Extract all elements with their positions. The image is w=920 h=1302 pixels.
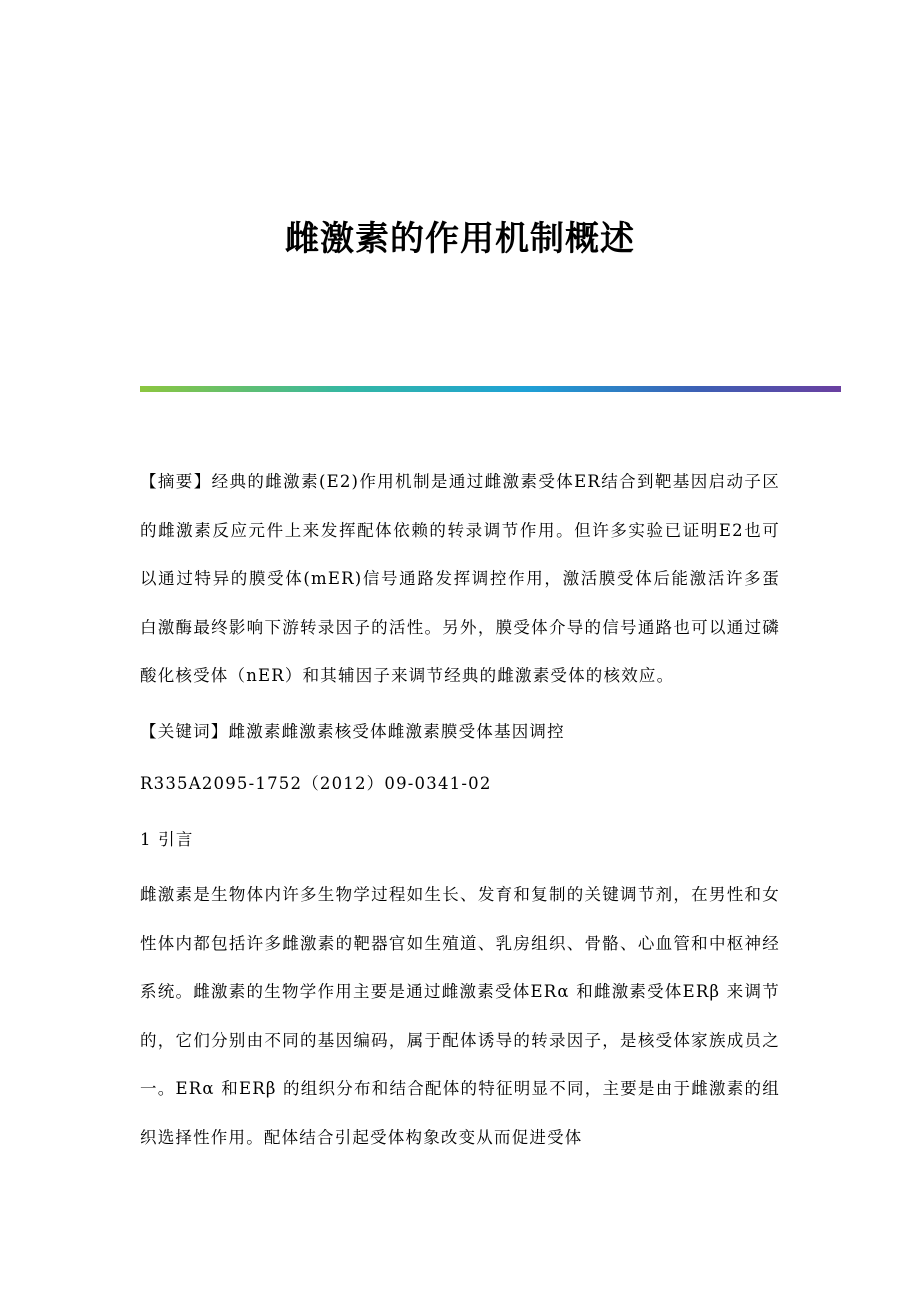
abstract-paragraph: 【摘要】经典的雌激素(E2)作用机制是通过雌激素受体ER结合到靶基因启动子区的雌激素反应元件上来发挥配体依赖的转录调节作用。但许多实验已证明E2也可以通过特异的膜受体(mER)信号通路发挥调控作用，激活膜受体后能激活许多蛋白激酶最终影响下游转录因子的活性。另外，膜受体介导的信号通路也可以通过磷酸化核受体（nER）和其辅因子来调节经典的雌激素受体的核效应。 <box>140 472 780 685</box>
body-paragraph: 雌激素是生物体内许多生物学过程如生长、发育和复制的关键调节剂，在男性和女性体内都包括许多雌激素的靶器官如生殖道、乳房组织、骨骼、心血管和中枢神经系统。雌激素的生物学作用主要是通过雌激素受体ERα 和雌激素受体ERβ 来调节的，它们分别由不同的基因编码，属于配体诱导的转录因子，是核受体家族成员之一。ERα 和ERβ 的组织分布和结合配体的特征明显不同，主要是由于雌激素的组织选择性作用。配体结合引起受体构象改变从而促进受体 <box>140 885 780 1147</box>
page-title: 雌激素的作用机制概述 <box>285 219 635 259</box>
section-heading: 1 引言 <box>140 830 194 849</box>
title-divider <box>140 386 841 392</box>
classification-code: R335A2095-1752（2012）09-0341-02 <box>140 774 492 793</box>
keywords-line: 【关键词】雌激素雌激素核受体雌激素膜受体基因调控 <box>140 722 565 741</box>
